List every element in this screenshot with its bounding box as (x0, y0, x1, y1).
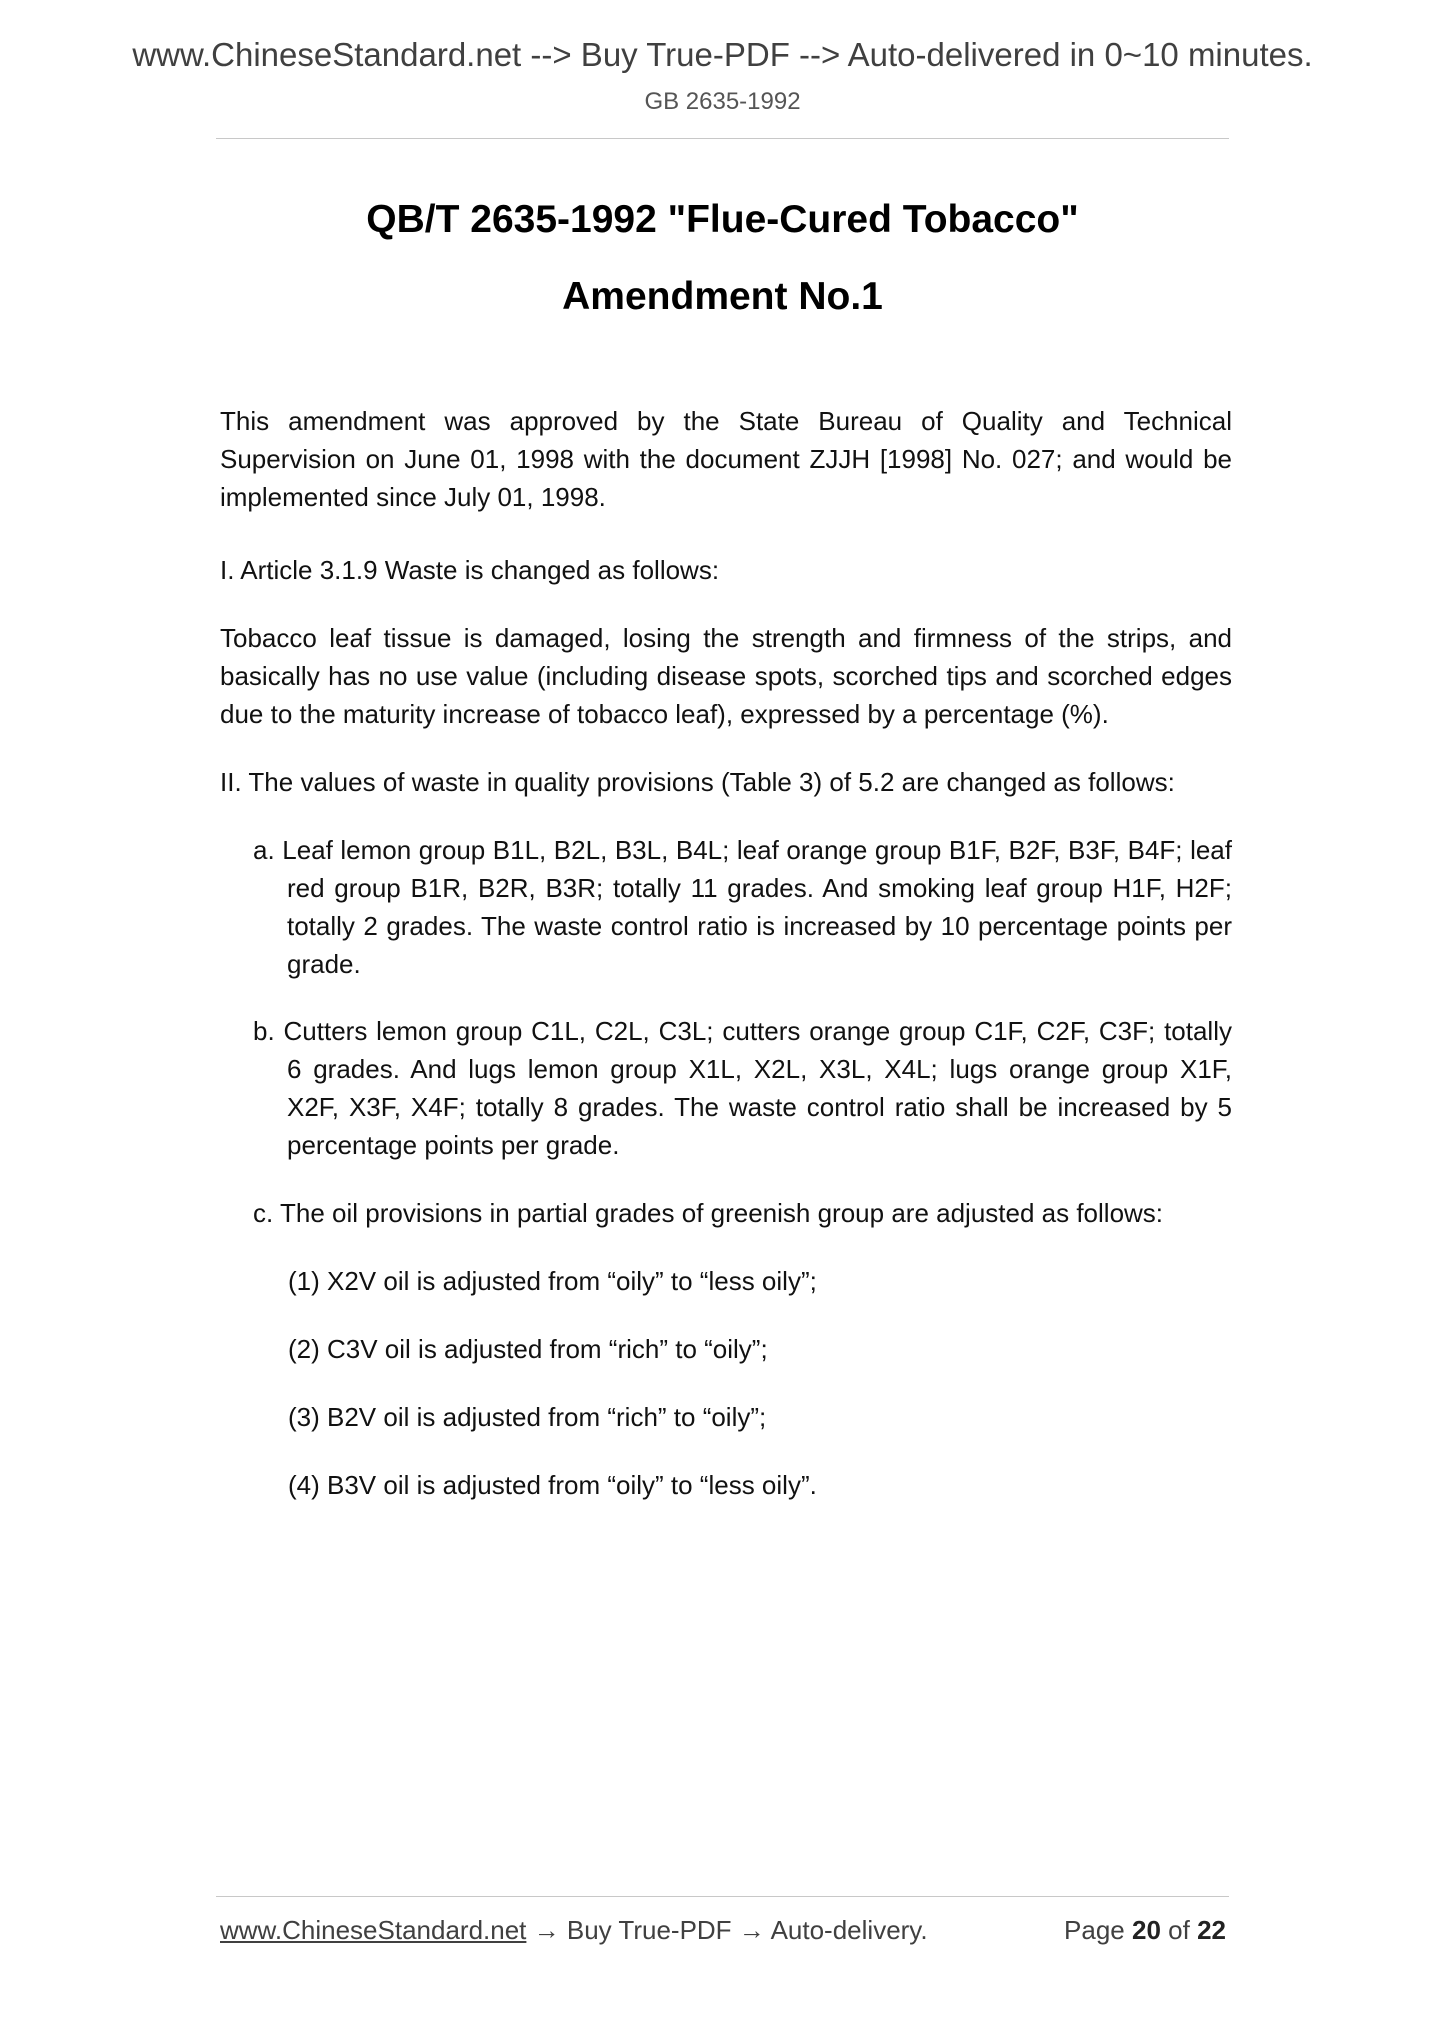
intro-paragraph: This amendment was approved by the State Bureau of Quality and Technical Supervision on June 01, 1998 with the document ZJJH [1998] No. 027; and would be implemented since July 01, 1998. (220, 406, 1232, 512)
of-label: of (1168, 1915, 1190, 1945)
list-item-c: c. The oil provisions in partial grades of greenish group are adjusted as follows: (253, 1198, 1164, 1228)
page-number: 20 (1132, 1915, 1161, 1945)
document-subtitle: Amendment No.1 (562, 275, 883, 318)
sub-item-2: (2) C3V oil is adjusted from “rich” to “oily”; (288, 1334, 768, 1364)
footer-tagline: → Buy True-PDF → Auto-delivery. (526, 1915, 928, 1945)
list-item-b: b. Cutters lemon group C1L, C2L, C3L; cutters orange group C1F, C2F, C3F; totally 6 grades. And lugs lemon group X1L, X2L, X3L, X4L; lugs orange group X1F, X2F, X3F, X4F; totally 8 grades. The waste control ratio shall be increased by 5 percentage points per grade. (253, 1016, 1232, 1160)
footer-site-link[interactable]: www.ChineseStandard.net (220, 1915, 527, 1945)
page-label: Page (1064, 1915, 1125, 1945)
top-banner: www.ChineseStandard.net --> Buy True-PDF --> Auto-delivered in 0~10 minutes. (132, 36, 1313, 73)
sub-item-1: (1) X2V oil is adjusted from “oily” to “less oily”; (288, 1266, 817, 1296)
page-indicator (1064, 1915, 1226, 1946)
header-divider (216, 138, 1229, 139)
sub-item-3: (3) B2V oil is adjusted from “rich” to “oily”; (288, 1402, 767, 1432)
page-footer (220, 1915, 1232, 1946)
section-1-heading: I. Article 3.1.9 Waste is changed as follows: (220, 555, 720, 585)
document-title: QB/T 2635-1992 "Flue-Cured Tobacco" (366, 198, 1079, 241)
total-pages: 22 (1197, 1915, 1226, 1945)
list-item-a: a. Leaf lemon group B1L, B2L, B3L, B4L; leaf orange group B1F, B2F, B3F, B4F; leaf red group B1R, B2R, B3R; totally 11 grades. And smoking leaf group H1F, H2F; totally 2 grades. The waste control ratio is increased by 10 percentage points per grade. (253, 835, 1232, 979)
sub-item-4: (4) B3V oil is adjusted from “oily” to “less oily”. (288, 1470, 817, 1500)
footer-divider (216, 1896, 1229, 1897)
section-1-body: Tobacco leaf tissue is damaged, losing the strength and firmness of the strips, and basically has no use value (including disease spots, scorched tips and scorched edges due to the maturity increase of tobacco leaf), expressed by a percentage (%). (220, 623, 1232, 729)
standard-code: GB 2635-1992 (644, 88, 801, 115)
section-2-heading: II. The values of waste in quality provisions (Table 3) of 5.2 are changed as follows: (220, 767, 1175, 797)
